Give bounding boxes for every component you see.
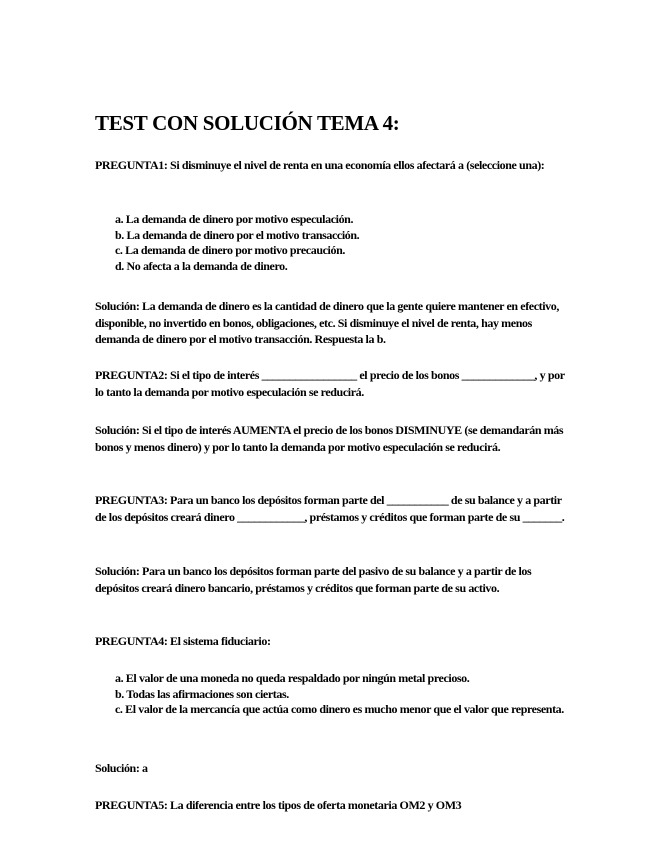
page-title: TEST CON SOLUCIÓN TEMA 4: — [95, 111, 400, 135]
question-2-text: PREGUNTA2: Si el tipo de interés _________________ el precio de los bonos _____________, y por lo tanto la demanda por motivo especulación se reducirá. — [95, 368, 565, 399]
question-1-option-b: b. La demanda de dinero por el motivo transacción. — [115, 227, 360, 242]
question-4-option-b: b. Todas las afirmaciones son ciertas. — [115, 686, 289, 701]
question-1-text: PREGUNTA1: Si disminuye el nivel de renta en una economía ellos afectará a (seleccione una): — [95, 158, 545, 172]
question-5-text: PREGUNTA5: La diferencia entre los tipos de oferta monetaria OM2 y OM3 — [95, 798, 462, 812]
question-4-option-a: a. El valor de una moneda no queda respaldado por ningún metal precioso. — [115, 671, 470, 685]
question-1-option-d: d. No afecta a la demanda de dinero. — [115, 258, 288, 273]
question-4-solution: Solución: a — [95, 761, 148, 775]
question-3-solution: Solución: Para un banco los depósitos forman parte del pasivo de su balance y a partir de los depósitos creará dinero bancario, préstamos y créditos que forman parte de su activo. — [95, 564, 532, 595]
question-1-option-a: a. La demanda de dinero por motivo especulación. — [115, 212, 354, 226]
question-4-option-c: c. El valor de la mercancía que actúa como dinero es mucho menor que el valor que representa. — [115, 702, 564, 716]
question-4-text: PREGUNTA4: El sistema fiduciario: — [95, 634, 271, 648]
question-1-solution: Solución: La demanda de dinero es la cantidad de dinero que la gente quiere mantener en efectivo, disponible, no invertido en bonos, obligaciones, etc. Si disminuye el nivel de renta, hay menos demanda de dinero por el motivo transacción. Respuesta la b. — [95, 299, 559, 346]
question-4-options — [115, 671, 570, 718]
question-1-option-c: c. La demanda de dinero por motivo precaución. — [115, 243, 345, 257]
question-1-options — [115, 212, 570, 274]
question-2-solution: Solución: Si el tipo de interés AUMENTA el precio de los bonos DISMINUYE (se demandarán más bonos y menos dinero) y por lo tanto la demanda por motivo especulación se reducirá. — [95, 423, 564, 454]
question-3-text: PREGUNTA3: Para un banco los depósitos forman parte del ___________ de su balance y a partir de los depósitos creará dinero ____________, préstamos y créditos que forman parte de su _______. — [95, 493, 565, 524]
